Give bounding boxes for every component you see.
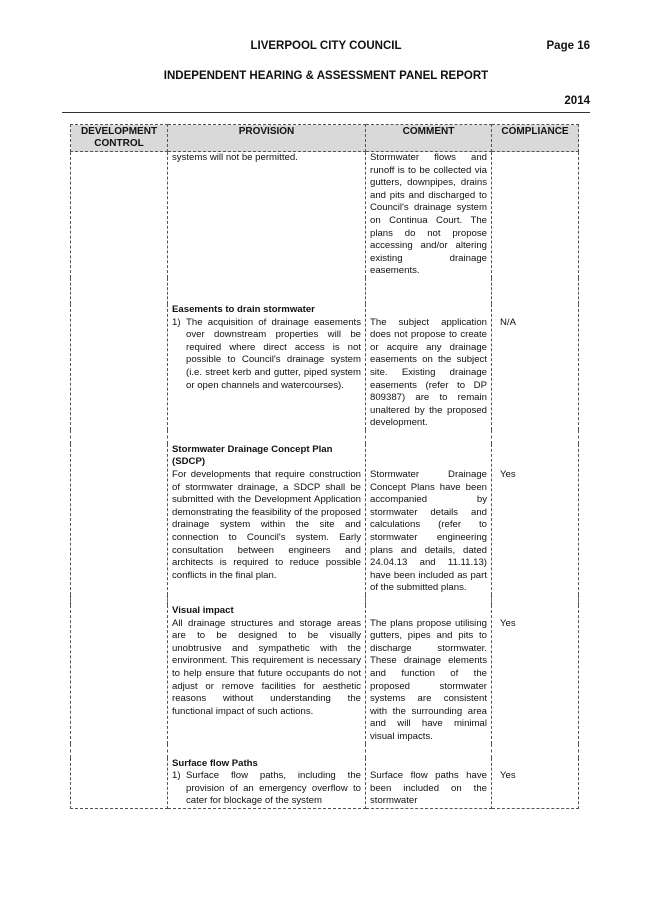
column-header-compliance: COMPLIANCE: [492, 125, 579, 152]
comment-cell: [366, 758, 492, 809]
provision-heading: Easements to drain stormwater: [172, 303, 315, 315]
provision-text: For developments that require construction of stormwater drainage, a SDCP shall be submitted with the Development Application demonstrating the feasibility of the proposed drainage system within the site and connection to Council's system. Early consultation between engineers and architects is required to reduce possible conflicts in the final plan.: [172, 469, 361, 581]
development-control-cell: [71, 444, 168, 595]
comment-text: The subject application does not propose to create or acquire any drainage easements on the subject site. Existing drainage easements (refer to DP 809387) are to remain unaltered by the proposed development.: [370, 316, 487, 429]
development-control-cell: [71, 304, 168, 430]
compliance-cell: [492, 605, 579, 744]
provision-numbered-item: [172, 770, 361, 808]
table-row: [71, 605, 579, 744]
comment-text: Surface flow paths have been included on the stormwater: [370, 770, 487, 807]
column-header-comment: COMMENT: [366, 125, 492, 152]
development-control-cell: [71, 152, 168, 278]
comment-text: Stormwater flows and runoff is to be collected via gutters, downpipes, drains and pits and discharged to Council's drainage system on Continua Court. The plans do not propose accessing and/or altering existing drainage easements.: [370, 152, 487, 277]
item-number: 1): [172, 316, 181, 328]
comment-cell: [366, 152, 492, 278]
assessment-table: [70, 124, 579, 809]
provision-heading: Stormwater Drainage Concept Plan (SDCP): [172, 443, 333, 468]
council-name: LIVERPOOL CITY COUNCIL: [250, 40, 402, 52]
table-row: [71, 304, 579, 430]
compliance-value: Yes: [500, 770, 516, 782]
compliance-value: Yes: [500, 617, 516, 629]
provision-text: All drainage structures and storage areas are to be designed to be visually unobtrusive and sympathetic with the environment. This requirement is necessary to help ensure that future occupants do not adjust or remove facilities for aesthetic reasons without understanding the functional impact of such actions.: [172, 617, 361, 717]
page-number: Page 16: [546, 40, 590, 52]
table-row: [71, 758, 579, 809]
comment-cell: [366, 605, 492, 744]
table-header-row: [71, 125, 579, 152]
item-number: 1): [172, 770, 181, 782]
comment-cell: [366, 444, 492, 595]
compliance-value: Yes: [500, 469, 516, 481]
compliance-cell: [492, 444, 579, 595]
provision-heading: Visual impact: [172, 605, 234, 616]
report-year: 2014: [564, 95, 590, 107]
provision-cell: [168, 444, 366, 595]
compliance-cell: [492, 758, 579, 809]
header-divider: [62, 112, 590, 113]
comment-text: The plans propose utilising gutters, pipes and pits to discharge stormwater. These drainage elements and function of the proposed stormwater systems are consistent with the surrounding area and will have minimal visual impacts.: [370, 617, 487, 742]
table-row: [71, 152, 579, 278]
compliance-value: N/A: [500, 316, 516, 328]
provision-text: The acquisition of drainage easements over downstream properties will be required where direct access is not possible to Council's drainage system (i.e. street kerb and gutter, piped system or open channels and watercourses).: [186, 316, 361, 391]
comment-cell: [366, 304, 492, 430]
provision-cell: [168, 758, 366, 809]
provision-text: Surface flow paths, including the provision of an emergency overflow to cater for blockage of the system: [186, 770, 361, 807]
provision-text: systems will not be permitted.: [172, 152, 298, 163]
provision-cell: [168, 152, 366, 278]
provision-numbered-item: [172, 317, 361, 393]
compliance-cell: [492, 304, 579, 430]
report-title: INDEPENDENT HEARING & ASSESSMENT PANEL REPORT: [163, 70, 489, 82]
development-control-cell: [71, 605, 168, 744]
column-header-provision: PROVISION: [168, 125, 366, 152]
provision-cell: [168, 304, 366, 430]
development-control-cell: [71, 758, 168, 809]
comment-text: Stormwater Drainage Concept Plans have been accompanied by stormwater details and calculations (refer to stormwater engineering plans and details, dated 24.04.13 and 11.11.13) have been included as part of the submitted plans.: [370, 469, 487, 594]
provision-cell: [168, 605, 366, 744]
provision-heading: Surface flow Paths: [172, 757, 258, 769]
compliance-cell: [492, 152, 579, 278]
column-header-development-control: DEVELOPMENT CONTROL: [71, 125, 168, 152]
table-row: [71, 444, 579, 595]
